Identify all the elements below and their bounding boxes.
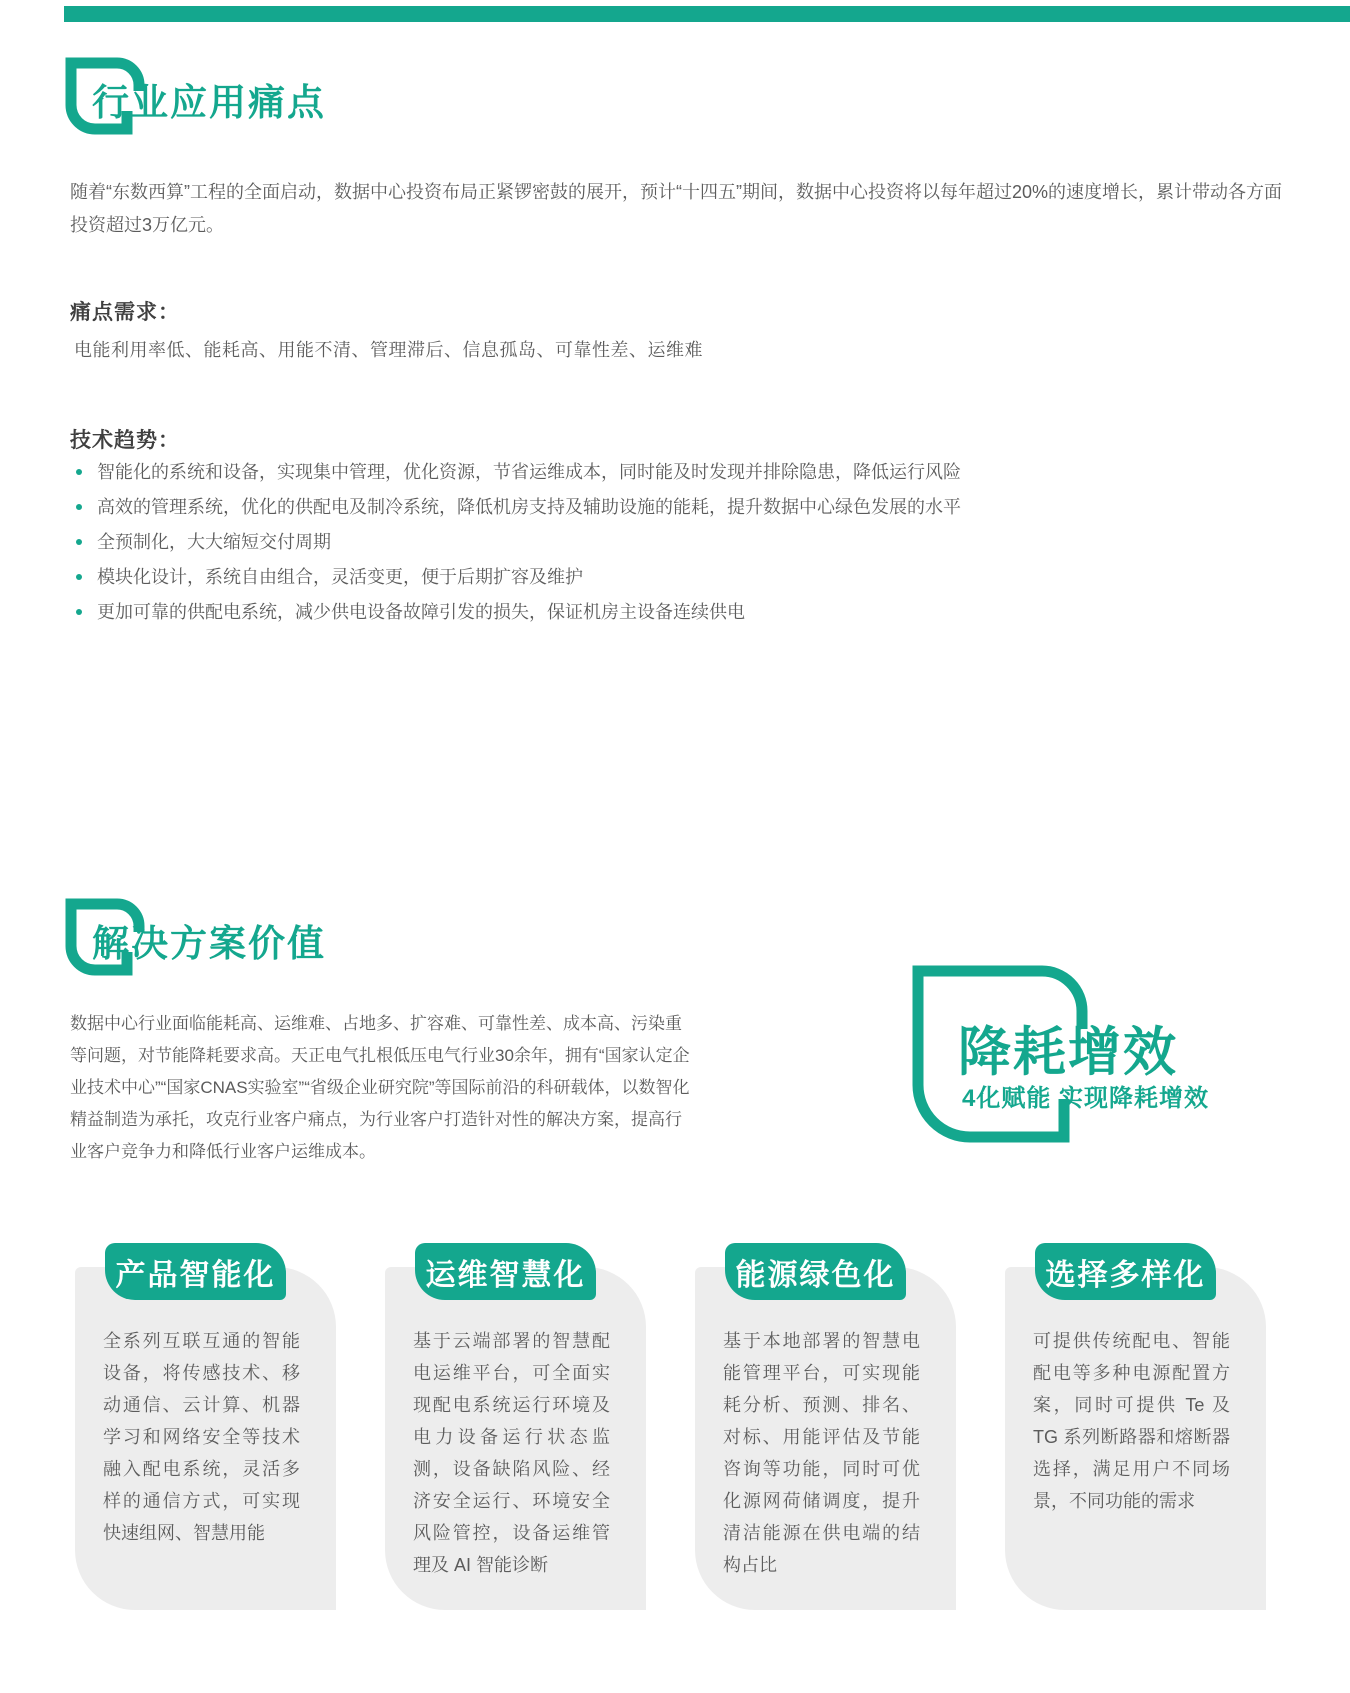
section-header-pain-points [65,57,665,135]
card-text: 全系列互联互通的智能设备，将传感技术、移动通信、云计算、机器学习和网络安全等技术融入配电系统，灵活多样的通信方式，可实现快速组网、智慧用能 [103,1331,300,1543]
section-header-solution-value [65,898,665,976]
callout-subtitle: 4化赋能 实现降耗增效 [962,1085,1210,1112]
tech-trend-heading: 技术趋势： [70,429,180,452]
card-text: 可提供传统配电、智能配电等多种电源配置方案，同时可提供 Te 及 TG 系列断路器和熔断器选择，满足用户不同场景，不同功能的需求 [1033,1331,1230,1511]
card-text: 基于云端部署的智慧配电运维平台，可全面实现配电系统运行环境及电力设备运行状态监测，设备缺陷风险、经济安全运行、环境安全风险管控，设备运维管理及 AI 智能诊断 [413,1331,610,1575]
card-body [1005,1267,1266,1610]
trend-item: 全预制化，大大缩短交付周期 [70,532,1270,552]
card-green-energy [695,1243,956,1610]
card-text: 基于本地部署的智慧电能管理平台，可实现能耗分析、预测、排名、对标、用能评估及节能咨询等功能，同时可优化源网荷储调度，提升清洁能源在供电端的结构占比 [723,1331,920,1575]
card-label: 能源绿色化 [725,1243,906,1300]
card-product-intelligence [75,1243,336,1610]
trend-item: 高效的管理系统，优化的供配电及制冷系统，降低机房支持及辅助设施的能耗，提升数据中心绿色发展的水平 [70,497,1270,517]
trend-item: 智能化的系统和设备，实现集中管理，优化资源，节省运维成本，同时能及时发现并排除隐患，降低运行风险 [70,462,1270,482]
tech-trend-list [70,462,1270,637]
card-body [75,1267,336,1610]
top-accent-bar [64,6,1350,22]
card-om-intelligence [385,1243,646,1610]
card-body [385,1267,646,1610]
pain-demand-heading: 痛点需求： [70,301,180,324]
card-label: 选择多样化 [1035,1243,1216,1300]
section-title: 解决方案价值 [92,923,326,964]
trend-item: 模块化设计，系统自由组合，灵活变更，便于后期扩容及维护 [70,567,1270,587]
intro-paragraph: 随着“东数西算”工程的全面启动，数据中心投资布局正紧锣密鼓的展开，预计“十四五”期间，数据中心投资将以每年超过20%的速度增长，累计带动各方面投资超过3万亿元。 [70,182,1282,235]
value-cards [75,1243,1266,1610]
callout-title: 降耗增效 [958,1023,1178,1082]
section-title: 行业应用痛点 [92,82,326,123]
card-label: 产品智能化 [105,1243,286,1300]
pain-demand-text: 电能利用率低、能耗高、用能不清、管理滞后、信息孤岛、可靠性差、运维难 [74,340,703,360]
solution-value-paragraph: 数据中心行业面临能耗高、运维难、占地多、扩容难、可靠性差、成本高、污染重等问题，对节能降耗要求高。天正电气扎根低压电气行业30余年，拥有“国家认定企业技术中心”“国家CNAS实验室”“省级企业研究院”等国际前沿的科研载体，以数智化精益制造为承托，攻克行业客户痛点，为行业客户打造针对性的解决方案，提高行业客户竞争力和降低行业客户运维成本。 [70,1014,690,1161]
card-label: 运维智慧化 [415,1243,596,1300]
trend-item: 更加可靠的供配电系统，减少供电设备故障引发的损失，保证机房主设备连续供电 [70,602,1270,622]
card-diverse-choice [1005,1243,1266,1610]
card-body [695,1267,956,1610]
